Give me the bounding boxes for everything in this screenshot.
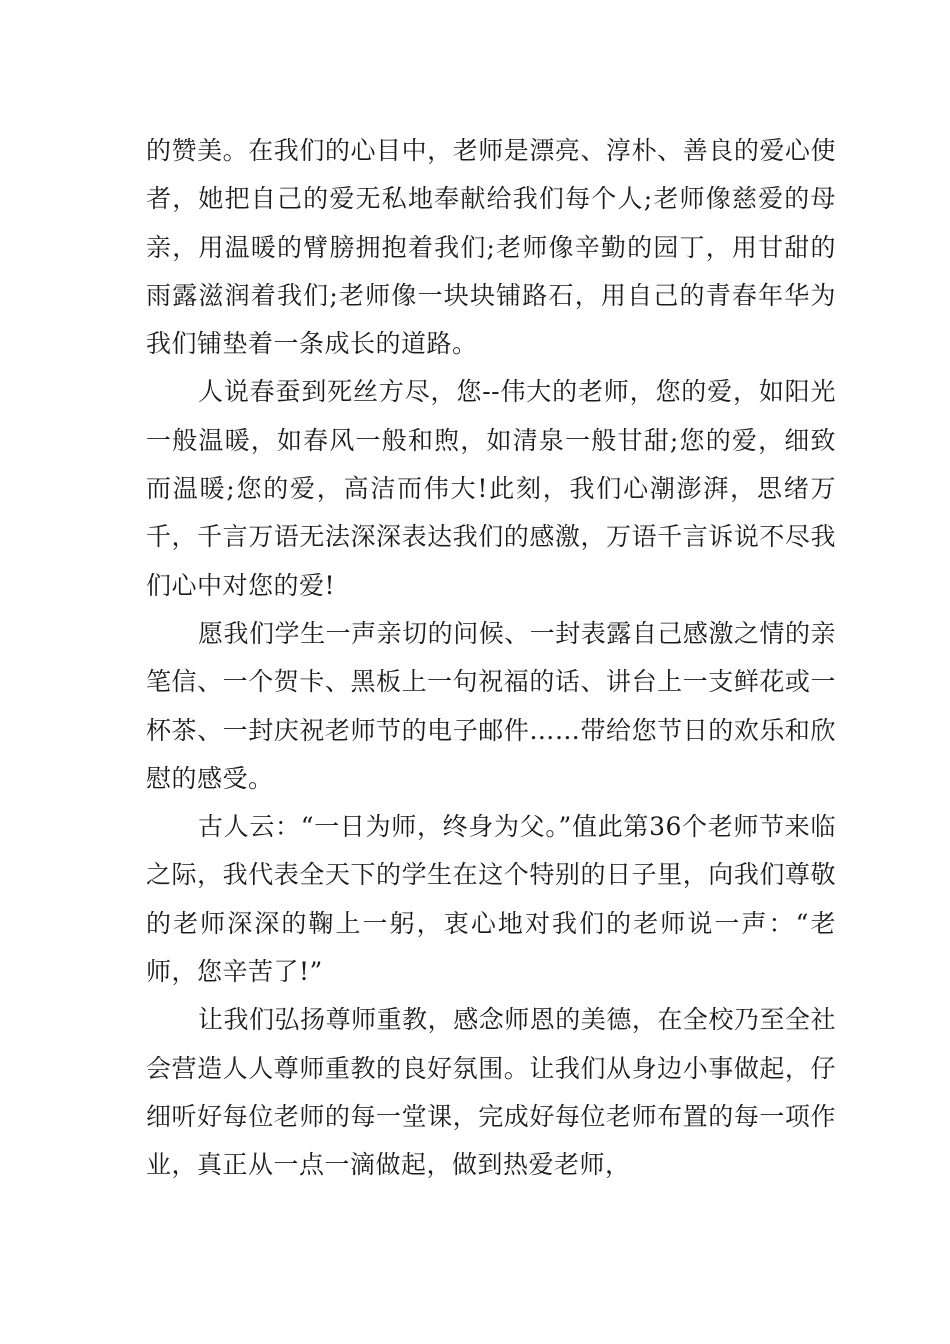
document-page — [146, 127, 836, 1190]
paragraph-3: 愿我们学生一声亲切的问候、一封表露自己感激之情的亲笔信、一个贺卡、黑板上一句祝福的话、讲台上一支鲜花或一杯茶、一封庆祝老师节的电子邮件……带给您节日的欢乐和欣慰的感受。 — [146, 618, 836, 793]
paragraph-1: 的赞美。在我们的心目中，老师是漂亮、淳朴、善良的爱心使者，她把自己的爱无私地奉献给我们每个人;老师像慈爱的母亲，用温暖的臂膀拥抱着我们;老师像辛勤的园丁，用甘甜的雨露滋润着我们;老师像一块块铺路石，用自己的青春年华为我们铺垫着一条成长的道路。 — [146, 136, 836, 359]
paragraph-4: 古人云：“一日为师，终身为父。”值此第36个老师节来临之际，我代表全天下的学生在这个特别的日子里，向我们尊敬的老师深深的鞠上一躬，衷心地对我们的老师说一声：“老师，您辛苦了!” — [146, 812, 836, 987]
paragraph-2: 人说春蚕到死丝方尽，您--伟大的老师，您的爱，如阳光一般温暖，如春风一般和煦，如清泉一般甘甜;您的爱，细致而温暖;您的爱，高洁而伟大!此刻，我们心潮澎湃，思绪万千，千言万语无法深深表达我们的感激，万语千言诉说不尽我们心中对您的爱! — [146, 377, 836, 600]
paragraph-5: 让我们弘扬尊师重教，感念师恩的美德，在全校乃至全社会营造人人尊师重教的良好氛围。让我们从身边小事做起，仔细听好每位老师的每一堂课，完成好每位老师布置的每一项作业，真正从一点一滴做起，做到热爱老师， — [146, 1005, 836, 1180]
